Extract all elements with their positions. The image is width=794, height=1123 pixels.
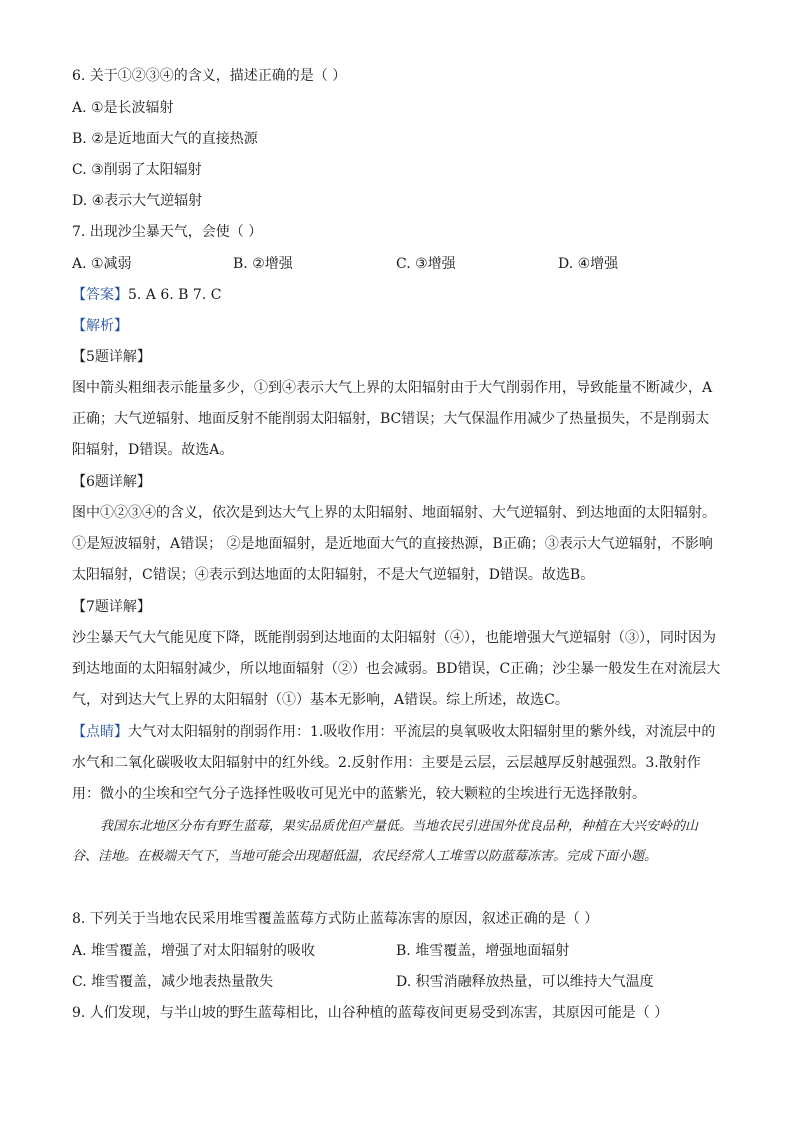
detail-5-heading: 【5题详解】 — [72, 349, 151, 365]
q8-option-b: B. 堆雪覆盖，增强地面辐射 — [396, 943, 570, 959]
q9-stem: 9. 人们发现，与半山坡的野生蓝莓相比，山谷种植的蓝莓夜间更易受到冻害，其原因可能是（ ） — [72, 1005, 669, 1021]
q6-option-b: B. ②是近地面大气的直接热源 — [72, 131, 258, 147]
pointer-block — [72, 717, 722, 810]
detail-7-heading: 【7题详解】 — [72, 599, 151, 615]
detail-6-heading: 【6题详解】 — [72, 474, 151, 490]
q8-stem: 8. 下列关于当地农民采用堆雪覆盖蓝莓方式防止蓝莓冻害的原因，叙述正确的是（ ） — [72, 911, 599, 927]
q8-option-d: D. 积雪消融释放热量，可以维持大气温度 — [396, 974, 654, 990]
pointer-label: 【点睛】 — [72, 724, 128, 740]
q7-option-d: D. ④增强 — [558, 256, 619, 272]
detail-6-text: 图中①②③④的含义，依次是到达大气上界的太阳辐射、地面辐射、大气逆辐射、到达地面的太阳辐射。①是短波辐射，A错误； ②是地面辐射，是近地面大气的直接热源，B正确；③表示大气逆辐射，不影响太阳辐射，C错误；④表示到达地面的太阳辐射，不是大气逆辐射，D错误。故选B。 — [72, 505, 716, 583]
q6-option-c: C. ③削弱了太阳辐射 — [72, 162, 202, 178]
answer-text: 5. A 6. B 7. C — [128, 287, 222, 303]
detail-7-text: 沙尘暴天气大气能见度下降，既能削弱到达地面的太阳辐射（④），也能增强大气逆辐射（③），同时因为到达地面的太阳辐射减少，所以地面辐射（②）也会减弱。BD错误，C正确；沙尘暴一般发生在对流层大气，对到达大气上界的太阳辐射（①）基本无影响，A错误。综上所述，故选C。 — [72, 630, 721, 708]
q6-option-d: D. ④表示大气逆辐射 — [72, 193, 203, 209]
pointer-text: 大气对太阳辐射的削弱作用：1.吸收作用：平流层的臭氧吸收太阳辐射里的紫外线，对流层中的水气和二氧化碳吸收太阳辐射中的红外线。2.反射作用：主要是云层，云层越厚反射越强烈。3.散射作用：微小的尘埃和空气分子选择性吸收可见光中的蓝紫光，较大颗粒的尘埃进行无选择散射。 — [72, 724, 716, 802]
reading-passage: 我国东北地区分布有野生蓝莓，果实品质优但产量低。当地农民引进国外优良品种，种植在大兴安岭的山谷、洼地。在极端天气下，当地可能会出现超低温，农民经常人工堆雪以防蓝莓冻害。完成下面小题。 — [72, 819, 699, 864]
q7-option-a: A. ①减弱 — [72, 256, 132, 272]
analysis-label: 【解析】 — [72, 318, 128, 334]
answer-line — [72, 286, 221, 304]
q8-option-c: C. 堆雪覆盖，减少地表热量散失 — [72, 974, 274, 990]
q7-option-b: B. ②增强 — [233, 256, 293, 272]
q6-stem: 6. 关于①②③④的含义，描述正确的是（ ） — [72, 68, 347, 84]
q6-option-a: A. ①是长波辐射 — [72, 100, 174, 116]
detail-5-text: 图中箭头粗细表示能量多少，①到④表示大气上界的太阳辐射由于大气削弱作用，导致能量不断减少，A正确；大气逆辐射、地面反射不能削弱太阳辐射，BC错误；大气保温作用减少了热量损失，不是削弱太阳辐射，D错误。故选A。 — [72, 380, 713, 458]
q7-stem: 7. 出现沙尘暴天气，会使（ ） — [72, 224, 263, 240]
q7-option-c: C. ③增强 — [396, 256, 456, 272]
answer-label: 【答案】 — [72, 287, 128, 303]
q8-option-a: A. 堆雪覆盖，增强了对太阳辐射的吸收 — [72, 943, 316, 959]
